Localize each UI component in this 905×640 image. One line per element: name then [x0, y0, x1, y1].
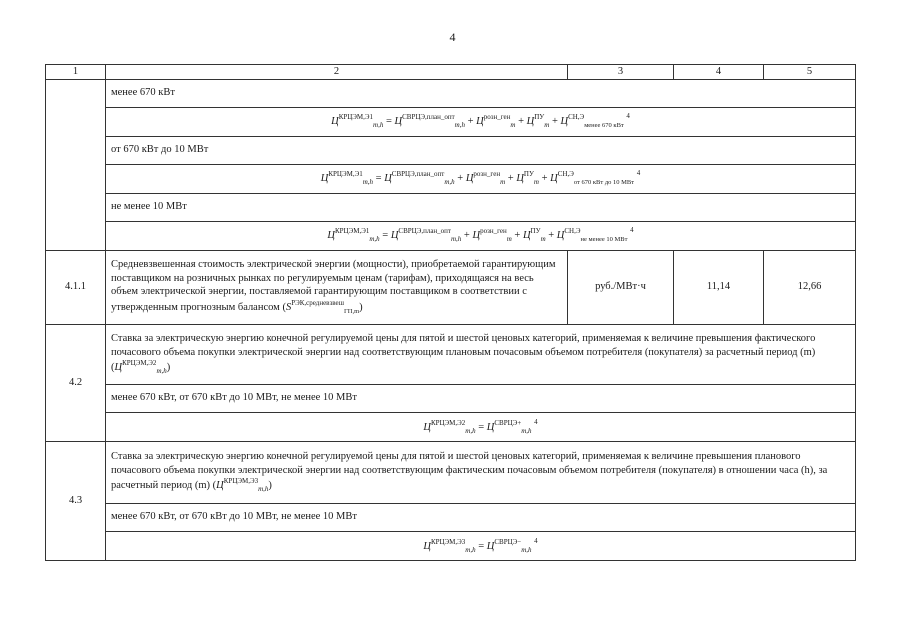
col-header-1: 1 — [46, 65, 106, 80]
col-header-4: 4 — [674, 65, 764, 80]
power-range-label: менее 670 кВт, от 670 кВт до 10 МВт, не менее 10 МВт — [106, 503, 856, 531]
table-row — [46, 503, 856, 531]
row-number: 4.1.1 — [46, 250, 106, 324]
value-cell-5: 12,66 — [764, 250, 856, 324]
header-row — [46, 65, 856, 80]
power-range-label: менее 670 кВт — [106, 79, 856, 107]
tariff-table — [45, 64, 856, 561]
row-description: Ставка за электрическую энергию конечной регулируемой цены для пятой и шестой ценовых категорий, применяемая к величине превышения планового почасового объема покупки электрической энергии над соответствующим фактическим почасовым объемом потребителя (покупателя) в отношении часа (h), за расчетный период (m) $(Ц^{КРЦЭМ,Э3}_{m,h})$ — [106, 441, 856, 503]
formula-e1-ge10: $Ц^{КРЦЭМ,Э1}_{m,h} = Ц^{СВРЦЭ,план\_опт}_{m,h} + Ц^{розн\_ген}_m + Ц^{ПУ}_m + Ц^{СН,Э}_{не менее 10 МВт}$ $^4$ — [106, 221, 856, 250]
table-row — [46, 136, 856, 164]
row-description: Ставка за электрическую энергию конечной регулируемой цены для пятой и шестой ценовых категорий, применяемая к величине превышения фактического почасового объема покупки электрической энергии над соответствующим плановым почасовым объемом потребителя (покупателя) за расчетный период (m) $(Ц^{КРЦЭМ,Э2}_{m,h})$ — [106, 324, 856, 384]
table-row — [46, 531, 856, 560]
power-range-label: менее 670 кВт, от 670 кВт до 10 МВт, не менее 10 МВт — [106, 384, 856, 412]
table-row — [46, 250, 856, 324]
page-number: 4 — [449, 30, 456, 44]
col-header-5: 5 — [764, 65, 856, 80]
table-row — [46, 107, 856, 136]
table-row — [46, 193, 856, 221]
formula-e2: $Ц^{КРЦЭМ,Э2}_{m,h} = Ц^{СВРЦЭ+}_{m,h}$ $^4$ — [106, 412, 856, 441]
col-header-3: 3 — [568, 65, 674, 80]
table-row — [46, 384, 856, 412]
formula-e1-670-10: $Ц^{КРЦЭМ,Э1}_{m,h} = Ц^{СВРЦЭ,план\_опт}_{m,h} + Ц^{розн\_ген}_m + Ц^{ПУ}_m + Ц^{СН,Э}_{от 670 кВт до 10 МВт}$ $^4$ — [106, 164, 856, 193]
table-row — [46, 79, 856, 107]
blank-number-cell — [46, 79, 106, 250]
table-row — [46, 412, 856, 441]
col-header-2: 2 — [106, 65, 568, 80]
formula-e1-lt670: $Ц^{КРЦЭМ,Э1}_{m,h} = Ц^{СВРЦЭ,план\_опт}_{m,h} + Ц^{розн\_ген}_m + Ц^{ПУ}_m + Ц^{СН,Э}_{менее 670 кВт}$ $^4$ — [106, 107, 856, 136]
unit-cell: руб./МВт·ч — [568, 250, 674, 324]
table-row — [46, 324, 856, 384]
row-description: Средневзвешенная стоимость электрической энергии (мощности), приобретаемой гарантирующим поставщиком на розничных рынках по регулируемым ценам (тарифам), приходящаяся на весь объем электрической энергии, поставляемой гарантирующим поставщиком в соответствии с утвержденным прогнозным балансом $(S^{РЭК,средневзвеш}_{ГП,m})$ — [106, 250, 568, 324]
table-row — [46, 221, 856, 250]
power-range-label: от 670 кВт до 10 МВт — [106, 136, 856, 164]
table-row — [46, 441, 856, 503]
power-range-label: не менее 10 МВт — [106, 193, 856, 221]
table-row — [46, 164, 856, 193]
row-number: 4.2 — [46, 324, 106, 441]
value-cell-4: 11,14 — [674, 250, 764, 324]
formula-e3: $Ц^{КРЦЭМ,Э3}_{m,h} = Ц^{СВРЦЭ-}_{m,h}$ $^4$ — [106, 531, 856, 560]
row-number: 4.3 — [46, 441, 106, 560]
